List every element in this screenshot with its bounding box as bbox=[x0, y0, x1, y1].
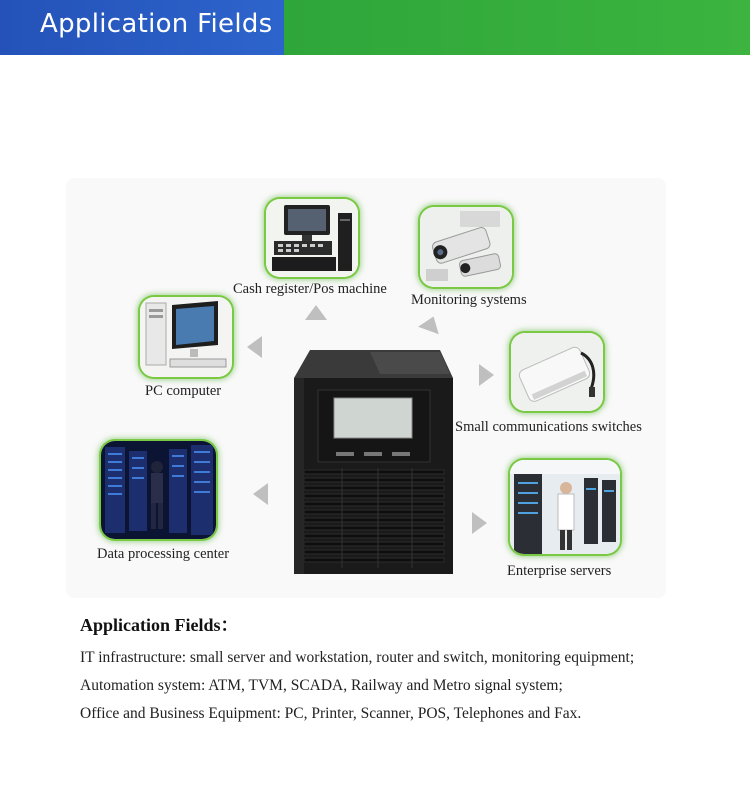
label-pc-computer: PC computer bbox=[145, 383, 222, 399]
arrow-to-pc-computer bbox=[247, 336, 262, 358]
label-enterprise-servers: Enterprise servers bbox=[507, 563, 612, 579]
arrow-to-cash-register bbox=[305, 305, 327, 320]
network-switch-icon bbox=[511, 333, 603, 411]
body-line-office: Office and Business Equipment: PC, Printer, Scanner, POS, Telephones and Fax. bbox=[80, 705, 582, 722]
arrow-to-data-center bbox=[253, 483, 268, 505]
label-monitoring: Monitoring systems bbox=[411, 292, 527, 308]
data-center-icon bbox=[101, 441, 216, 539]
header-title: Application Fields bbox=[40, 9, 273, 39]
arrow-to-enterprise-servers bbox=[472, 512, 487, 534]
security-camera-icon bbox=[420, 207, 512, 287]
body-line-automation: Automation system: ATM, TVM, SCADA, Railway and Metro signal system; bbox=[80, 677, 563, 694]
body-line-it: IT infrastructure: small server and workstation, router and switch, monitoring equipment; bbox=[80, 649, 635, 666]
pc-computer-icon bbox=[140, 297, 232, 377]
header-bar bbox=[0, 0, 750, 55]
label-switches: Small communications switches bbox=[455, 419, 642, 435]
server-room-icon bbox=[510, 460, 620, 554]
section-title: Application Fields： bbox=[80, 615, 239, 635]
cash-register-icon bbox=[266, 199, 358, 277]
ups-tower-icon bbox=[290, 346, 455, 576]
label-data-center: Data processing center bbox=[97, 546, 230, 562]
arrow-to-switches bbox=[479, 364, 494, 386]
label-cash-register: Cash register/Pos machine bbox=[233, 281, 387, 297]
header-green-block bbox=[284, 0, 750, 55]
